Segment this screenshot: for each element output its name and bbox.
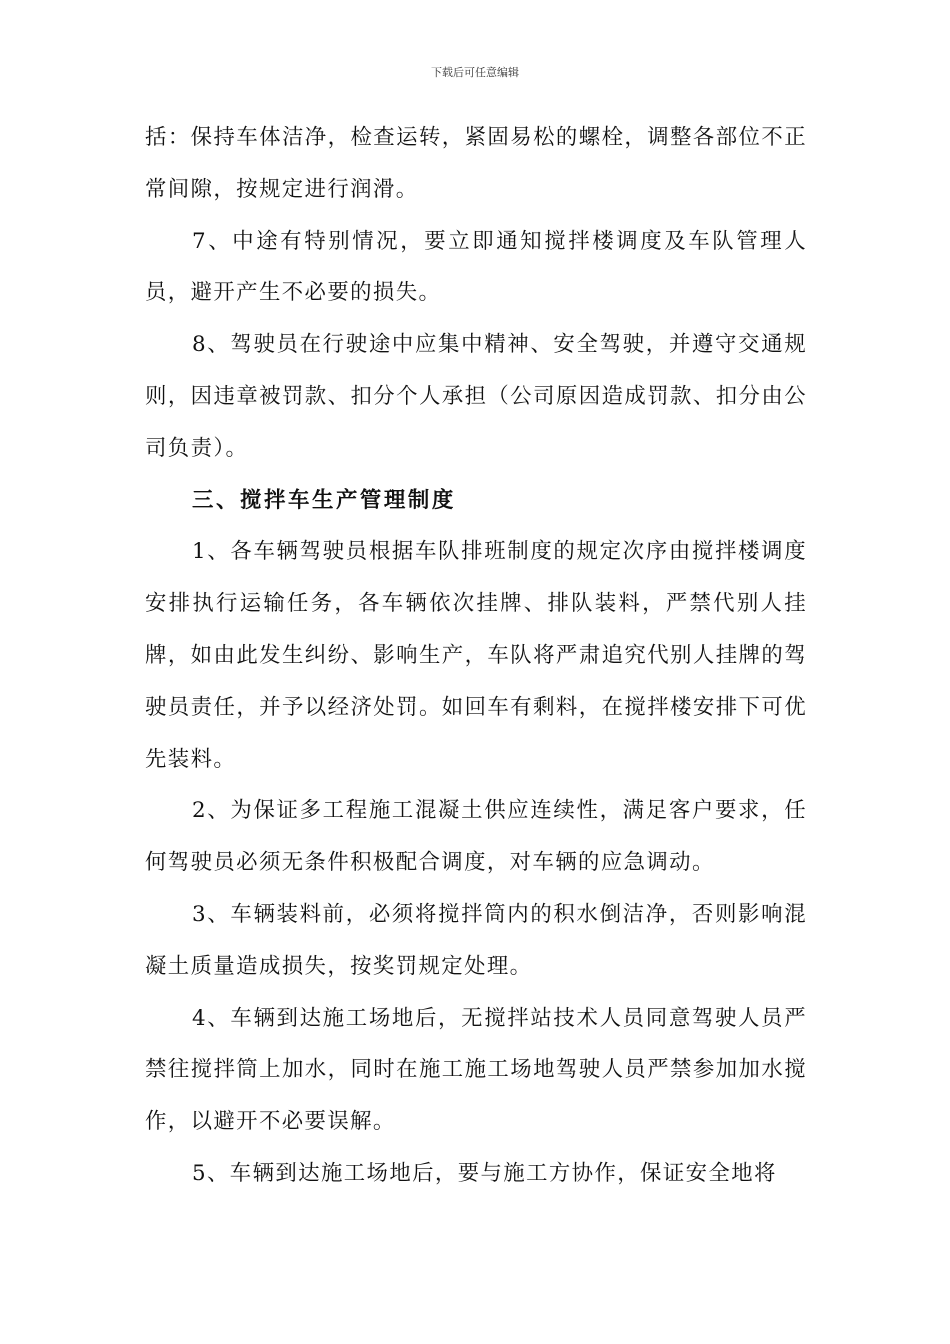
paragraph-item-4: 4、车辆到达施工场地后，无搅拌站技术人员同意驾驶人员严禁往搅拌筒上加水，同时在施工施工场地驾驶人员严禁参加加水搅作，以避开不必要误解。 bbox=[145, 1005, 807, 1135]
paragraph-item-7: 7、中途有特别情况，要立即通知搅拌楼调度及车队管理人员，避开产生不必要的损失。 bbox=[145, 228, 807, 306]
paragraph-item-3: 3、车辆装料前，必须将搅拌筒内的积水倒洁净，否则影响混凝土质量造成损失，按奖罚规定处理。 bbox=[145, 901, 807, 979]
page-header: 下载后可任意编辑 bbox=[431, 66, 519, 79]
document-body bbox=[145, 112, 807, 1200]
paragraph-item-5: 5、车辆到达施工场地后，要与施工方协作，保证安全地将 bbox=[192, 1160, 777, 1186]
section-heading: 三、搅拌车生产管理制度 bbox=[192, 487, 456, 513]
paragraph-item-8: 8、驾驶员在行驶途中应集中精神、安全驾驶，并遵守交通规则，因违章被罚款、扣分个人承担（公司原因造成罚款、扣分由公司负责）。 bbox=[145, 332, 807, 461]
paragraph-continuation: 括：保持车体洁净，检查运转，紧固易松的螺栓，调整各部位不正常间隙，按规定进行润滑。 bbox=[145, 125, 807, 202]
paragraph-item-2: 2、为保证多工程施工混凝土供应连续性，满足客户要求，任何驾驶员必须无条件积极配合调度，对车辆的应急调动。 bbox=[145, 798, 807, 876]
paragraph-item-1: 1、各车辆驾驶员根据车队排班制度的规定次序由搅拌楼调度安排执行运输任务，各车辆依次挂牌、排队装料，严禁代别人挂牌，如由此发生纠纷、影响生产，车队将严肃追究代别人挂牌的驾驶员责任，并予以经济处罚。如回车有剩料，在搅拌楼安排下可优先装料。 bbox=[145, 539, 807, 772]
